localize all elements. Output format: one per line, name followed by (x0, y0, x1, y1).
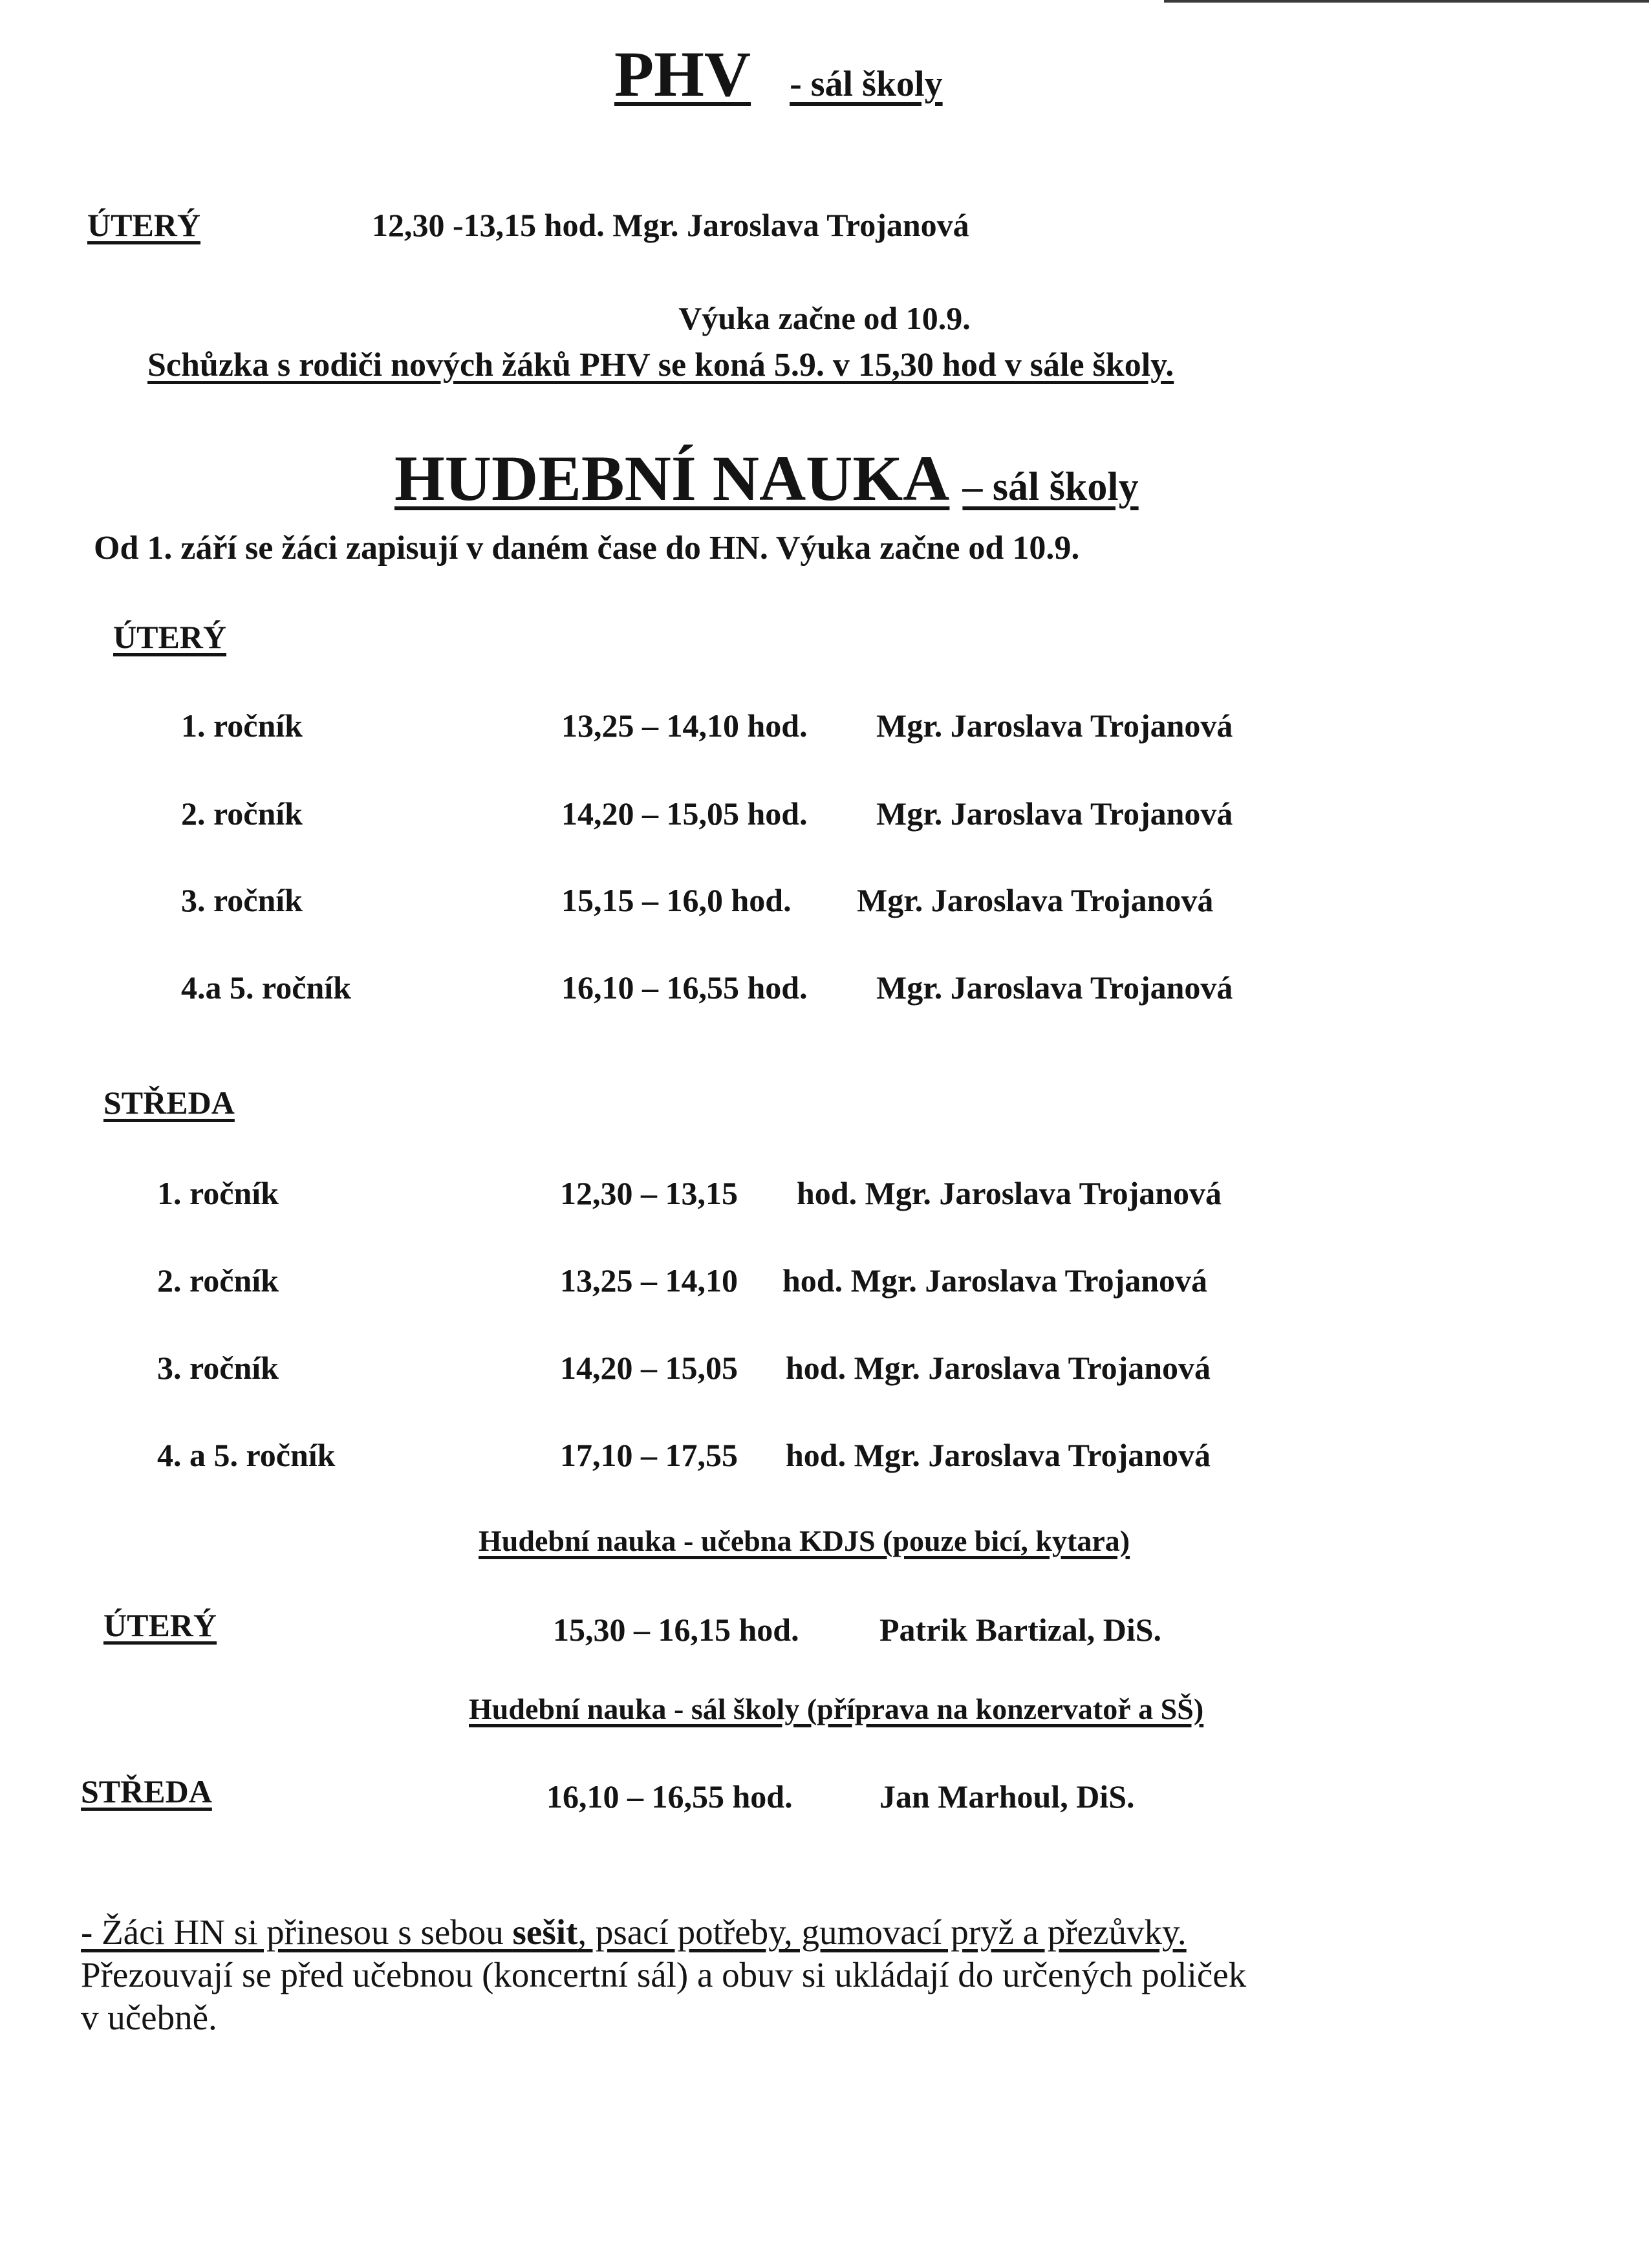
footer-note-line-3: v učebně. (81, 1998, 217, 2037)
kdjs-time: 15,30 – 16,15 hod. (553, 1612, 799, 1648)
hn-wed-row-2-grade: 2. ročník (157, 1262, 279, 1299)
hn-tue-row-4-grade: 4.a 5. ročník (181, 969, 351, 1006)
hn-wed-row-4-time: 17,10 – 17,55 (560, 1437, 738, 1473)
footer-note-line-1-end: , psací potřeby, gumovací pryž a přezůvky. (577, 1912, 1187, 1952)
hn-tue-row-4-teacher: Mgr. Jaroslava Trojanová (876, 969, 1233, 1006)
hn-wed-row-3-grade: 3. ročník (157, 1350, 279, 1386)
hn-tue-row-1-time: 13,25 – 14,10 hod. (561, 707, 808, 744)
phv-title-main: PHV (614, 38, 751, 110)
hn-tue-row-2-time: 14,20 – 15,05 hod. (561, 795, 808, 832)
hn-title (394, 440, 1139, 526)
hn-wed-row-1-time: 12,30 – 13,15 (560, 1175, 738, 1211)
footer-note-line-1-bold: sešit (512, 1912, 578, 1952)
footer-note (81, 1911, 1549, 2039)
hn-day-wednesday: STŘEDA (103, 1085, 235, 1121)
hn-wed-row-2-time: 13,25 – 14,10 (560, 1262, 738, 1299)
konzervator-day: STŘEDA (81, 1773, 212, 1809)
hn-tue-row-3-time: 15,15 – 16,0 hod. (561, 882, 792, 918)
hn-wed-row-2-teacher: hod. Mgr. Jaroslava Trojanová (782, 1262, 1208, 1299)
kdjs-teacher: Patrik Bartizal, DiS. (879, 1612, 1162, 1648)
phv-meeting-note: Schůzka s rodiči nových žáků PHV se koná 5.9. v 15,30 hod v sále školy. (147, 347, 1174, 383)
scan-edge-line (1164, 0, 1649, 3)
hn-wed-row-4-teacher: hod. Mgr. Jaroslava Trojanová (786, 1437, 1211, 1473)
hn-wed-row-1-teacher: hod. Mgr. Jaroslava Trojanová (797, 1175, 1222, 1211)
konzervator-time: 16,10 – 16,55 hod. (546, 1778, 793, 1815)
hn-tue-row-4-time: 16,10 – 16,55 hod. (561, 969, 808, 1006)
kdjs-heading: Hudební nauka - učebna KDJS (pouze bicí, kytara) (479, 1524, 1130, 1557)
hn-title-sub: – sál školy (962, 465, 1139, 509)
hn-title-main: HUDEBNÍ NAUKA (394, 442, 950, 514)
hn-intro: Od 1. září se žáci zapisují v daném čase do HN. Výuka začne od 10.9. (94, 530, 1080, 567)
hn-wed-row-4-grade: 4. a 5. ročník (157, 1437, 336, 1473)
phv-schedule: 12,30 -13,15 hod. Mgr. Jaroslava Trojanová (372, 207, 969, 243)
konzervator-teacher: Jan Marhoul, DiS. (879, 1778, 1135, 1815)
hn-tue-row-3-teacher: Mgr. Jaroslava Trojanová (857, 882, 1214, 918)
hn-tue-row-2-grade: 2. ročník (181, 795, 303, 832)
phv-day: ÚTERÝ (87, 207, 201, 243)
hn-tue-row-2-teacher: Mgr. Jaroslava Trojanová (876, 795, 1233, 832)
kdjs-day: ÚTERÝ (103, 1607, 217, 1643)
hn-wed-row-3-teacher: hod. Mgr. Jaroslava Trojanová (786, 1350, 1211, 1386)
phv-title-sub: - sál školy (790, 64, 943, 104)
footer-note-line-1 (81, 1911, 1549, 1954)
hn-wed-row-1-grade: 1. ročník (157, 1175, 279, 1211)
konzervator-heading: Hudební nauka - sál školy (příprava na konzervatoř a SŠ) (469, 1692, 1204, 1725)
hn-tue-row-3-grade: 3. ročník (181, 882, 303, 918)
hn-tue-row-1-grade: 1. ročník (181, 707, 303, 744)
hn-day-tuesday: ÚTERÝ (113, 619, 227, 655)
footer-note-line-2: Přezouvají se před učebnou (koncertní sál) a obuv si ukládají do určených poliček (81, 1955, 1247, 1994)
phv-start-note: Výuka začne od 10.9. (678, 300, 971, 336)
phv-title (614, 36, 943, 123)
hn-tue-row-1-teacher: Mgr. Jaroslava Trojanová (876, 707, 1233, 744)
footer-note-line-1-start: - Žáci HN si přinesou s sebou (81, 1912, 513, 1952)
hn-wed-row-3-time: 14,20 – 15,05 (560, 1350, 738, 1386)
